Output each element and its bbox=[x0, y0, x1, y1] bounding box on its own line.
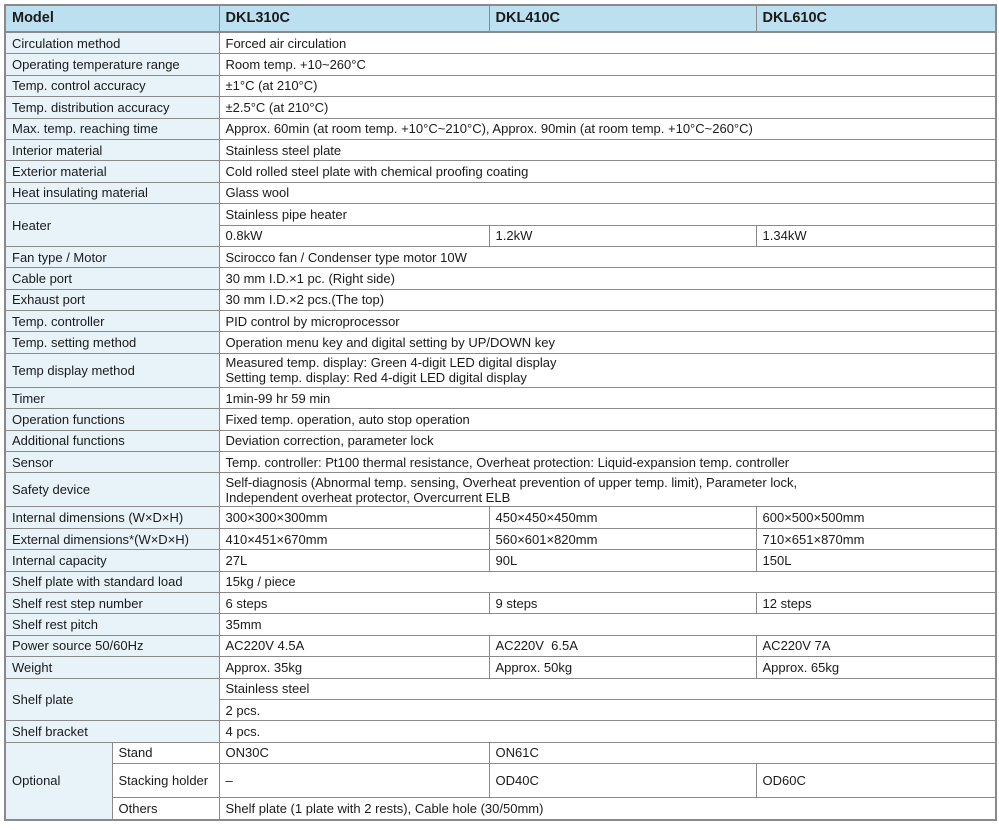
row-label: Weight bbox=[5, 657, 219, 678]
table-row bbox=[5, 32, 996, 54]
model-dkl310c: DKL310C bbox=[219, 5, 489, 32]
row-sublabel: Stacking holder bbox=[112, 764, 219, 798]
table-row bbox=[5, 204, 996, 225]
row-label: Shelf plate with standard load bbox=[5, 571, 219, 592]
row-label: Heat insulating material bbox=[5, 182, 219, 203]
model-dkl610c: DKL610C bbox=[756, 5, 996, 32]
row-label: Timer bbox=[5, 387, 219, 408]
row-label: Sensor bbox=[5, 452, 219, 473]
table-row bbox=[5, 161, 996, 182]
row-label: Safety device bbox=[5, 473, 219, 507]
row-value: Temp. controller: Pt100 thermal resistance, Overheat protection: Liquid-expansion temp. controller bbox=[219, 452, 996, 473]
row-value: 1.34kW bbox=[756, 225, 996, 246]
row-label: Cable port bbox=[5, 268, 219, 289]
row-value: 15kg / piece bbox=[219, 571, 996, 592]
row-value: ON61C bbox=[489, 742, 996, 763]
table-row bbox=[5, 182, 996, 203]
model-dkl410c: DKL410C bbox=[489, 5, 756, 32]
table-row bbox=[5, 592, 996, 613]
row-label: Operation functions bbox=[5, 409, 219, 430]
row-value: Scirocco fan / Condenser type motor 10W bbox=[219, 246, 996, 267]
row-value-line: Self-diagnosis (Abnormal temp. sensing, Overheat prevention of upper temp. limit), Parameter lock, bbox=[225, 474, 798, 490]
row-value: AC220V 6.5A bbox=[489, 635, 756, 656]
table-row bbox=[5, 764, 996, 798]
row-value: ±2.5°C (at 210°C) bbox=[219, 97, 996, 118]
table-row bbox=[5, 311, 996, 332]
row-value bbox=[219, 353, 996, 387]
row-label: Shelf rest step number bbox=[5, 592, 219, 613]
row-value: Stainless pipe heater bbox=[219, 204, 996, 225]
row-label: Max. temp. reaching time bbox=[5, 118, 219, 139]
row-value: Forced air circulation bbox=[219, 32, 996, 54]
row-value: Cold rolled steel plate with chemical proofing coating bbox=[219, 161, 996, 182]
table-row bbox=[5, 409, 996, 430]
row-label: Temp. setting method bbox=[5, 332, 219, 353]
row-value: Stainless steel plate bbox=[219, 139, 996, 160]
table-row bbox=[5, 614, 996, 635]
row-value: 450×450×450mm bbox=[489, 507, 756, 528]
row-value bbox=[219, 473, 996, 507]
row-value: 9 steps bbox=[489, 592, 756, 613]
row-value: Operation menu key and digital setting by UP/DOWN key bbox=[219, 332, 996, 353]
table-row bbox=[5, 798, 996, 820]
row-label: Internal capacity bbox=[5, 550, 219, 571]
table-row bbox=[5, 473, 996, 507]
row-label: Optional bbox=[5, 742, 112, 819]
table-row bbox=[5, 452, 996, 473]
row-value: 30 mm I.D.×2 pcs.(The top) bbox=[219, 289, 996, 310]
row-value: 410×451×670mm bbox=[219, 528, 489, 549]
row-label: Shelf bracket bbox=[5, 721, 219, 742]
row-label: Shelf rest pitch bbox=[5, 614, 219, 635]
row-value: 150L bbox=[756, 550, 996, 571]
row-value: 4 pcs. bbox=[219, 721, 996, 742]
table-row bbox=[5, 139, 996, 160]
table-row bbox=[5, 742, 996, 763]
row-value-line: Setting temp. display: Red 4-digit LED digital display bbox=[225, 370, 527, 386]
row-value: 2 pcs. bbox=[219, 699, 996, 720]
row-value: OD60C bbox=[756, 764, 996, 798]
row-value: AC220V 4.5A bbox=[219, 635, 489, 656]
row-value: 1.2kW bbox=[489, 225, 756, 246]
table-row bbox=[5, 268, 996, 289]
row-label: Fan type / Motor bbox=[5, 246, 219, 267]
row-label: Heater bbox=[5, 204, 219, 247]
row-label: Power source 50/60Hz bbox=[5, 635, 219, 656]
row-value: Glass wool bbox=[219, 182, 996, 203]
spec-table bbox=[4, 4, 997, 821]
model-header: Model bbox=[5, 5, 219, 32]
table-row bbox=[5, 550, 996, 571]
row-label: Operating temperature range bbox=[5, 54, 219, 75]
table-row bbox=[5, 75, 996, 96]
table-row bbox=[5, 289, 996, 310]
row-value: 560×601×820mm bbox=[489, 528, 756, 549]
row-label: Temp. controller bbox=[5, 311, 219, 332]
row-value: Approx. 50kg bbox=[489, 657, 756, 678]
row-label: Additional functions bbox=[5, 430, 219, 451]
row-label: Internal dimensions (W×D×H) bbox=[5, 507, 219, 528]
table-row bbox=[5, 571, 996, 592]
row-label: Interior material bbox=[5, 139, 219, 160]
table-row bbox=[5, 54, 996, 75]
table-row bbox=[5, 678, 996, 699]
row-value: PID control by microprocessor bbox=[219, 311, 996, 332]
row-value: 0.8kW bbox=[219, 225, 489, 246]
row-value: Stainless steel bbox=[219, 678, 996, 699]
row-value-line: Measured temp. display: Green 4-digit LED digital display bbox=[225, 355, 557, 371]
table-row bbox=[5, 118, 996, 139]
row-value: 27L bbox=[219, 550, 489, 571]
row-label: Shelf plate bbox=[5, 678, 219, 721]
row-label: Temp. control accuracy bbox=[5, 75, 219, 96]
row-value: 35mm bbox=[219, 614, 996, 635]
row-value: Approx. 35kg bbox=[219, 657, 489, 678]
table-row bbox=[5, 528, 996, 549]
header-row bbox=[5, 5, 996, 32]
table-row bbox=[5, 635, 996, 656]
row-sublabel: Others bbox=[112, 798, 219, 820]
row-value: Approx. 65kg bbox=[756, 657, 996, 678]
row-value: OD40C bbox=[489, 764, 756, 798]
row-value: Approx. 60min (at room temp. +10°C~210°C), Approx. 90min (at room temp. +10°C~260°C) bbox=[219, 118, 996, 139]
row-label: Exhaust port bbox=[5, 289, 219, 310]
row-value: Shelf plate (1 plate with 2 rests), Cable hole (30/50mm) bbox=[219, 798, 996, 820]
row-value: AC220V 7A bbox=[756, 635, 996, 656]
row-value: 300×300×300mm bbox=[219, 507, 489, 528]
row-value: ON30C bbox=[219, 742, 489, 763]
row-label: Temp display method bbox=[5, 353, 219, 387]
table-row bbox=[5, 721, 996, 742]
row-label: Circulation method bbox=[5, 32, 219, 54]
row-value: ±1°C (at 210°C) bbox=[219, 75, 996, 96]
row-value: 90L bbox=[489, 550, 756, 571]
row-value: – bbox=[219, 764, 489, 798]
row-value: 12 steps bbox=[756, 592, 996, 613]
row-value: Fixed temp. operation, auto stop operation bbox=[219, 409, 996, 430]
row-value: 600×500×500mm bbox=[756, 507, 996, 528]
row-value: 1min-99 hr 59 min bbox=[219, 387, 996, 408]
row-value: 6 steps bbox=[219, 592, 489, 613]
table-row bbox=[5, 387, 996, 408]
table-row bbox=[5, 430, 996, 451]
row-value: Room temp. +10~260°C bbox=[219, 54, 996, 75]
table-row bbox=[5, 657, 996, 678]
row-label: External dimensions*(W×D×H) bbox=[5, 528, 219, 549]
row-value-line: Independent overheat protector, Overcurrent ELB bbox=[225, 489, 511, 505]
table-row bbox=[5, 332, 996, 353]
table-row bbox=[5, 507, 996, 528]
row-sublabel: Stand bbox=[112, 742, 219, 763]
row-value: 30 mm I.D.×1 pc. (Right side) bbox=[219, 268, 996, 289]
table-row bbox=[5, 246, 996, 267]
row-label: Temp. distribution accuracy bbox=[5, 97, 219, 118]
table-row bbox=[5, 353, 996, 387]
table-row bbox=[5, 97, 996, 118]
row-label: Exterior material bbox=[5, 161, 219, 182]
row-value: Deviation correction, parameter lock bbox=[219, 430, 996, 451]
row-value: 710×651×870mm bbox=[756, 528, 996, 549]
